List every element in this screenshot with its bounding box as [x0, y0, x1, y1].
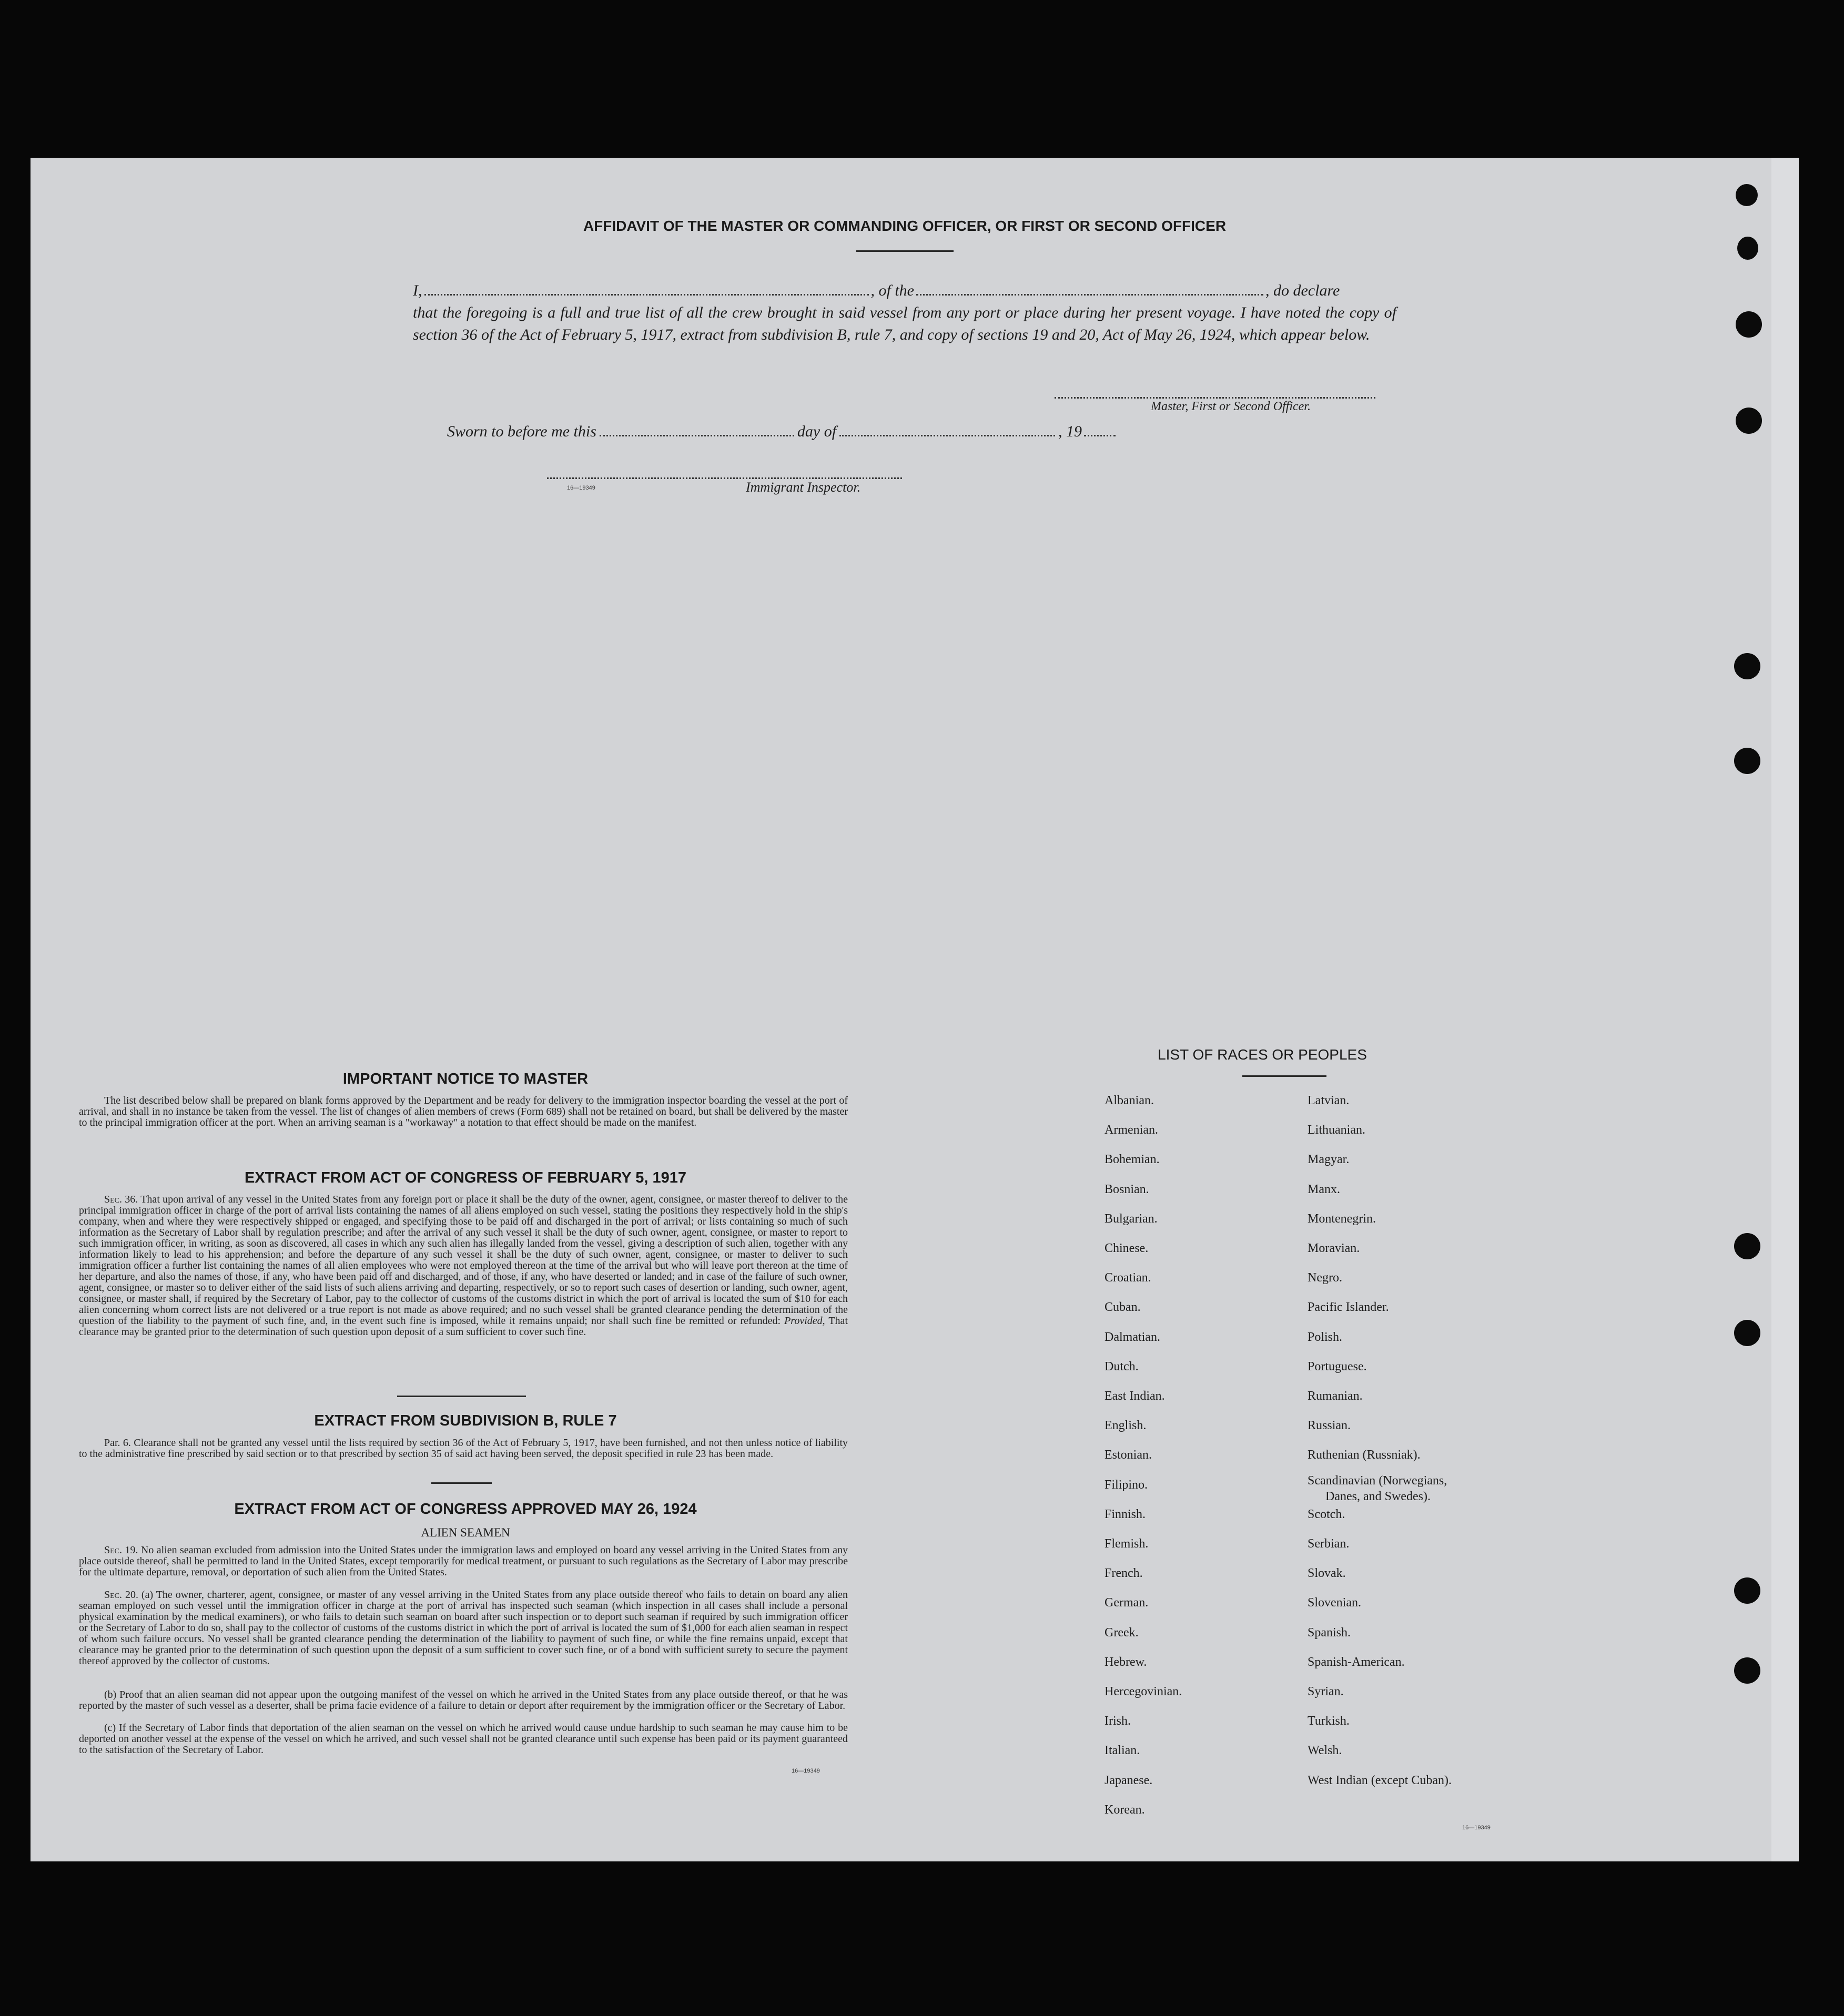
race-item: Bosnian.	[1105, 1182, 1149, 1196]
master-signature-line[interactable]	[1055, 397, 1375, 399]
race-item: Moravian.	[1308, 1241, 1360, 1255]
section-20a-text	[79, 1590, 848, 1667]
race-item: Polish.	[1308, 1330, 1343, 1344]
section-36-body: That upon arrival of any vessel in the United States from any foreign port or place it shall be the duty of the owner, agent, consignee, or master thereof to deliver to the principal immigration officer in charge of the port of arrival lists containing the names of all aliens employed on such vessel, stating the positions they respectively hold in the ship's company, when and where they were respectively shipped or engaged, and specifying those to be paid off and discharged in the port of arrival; or lists containing so much of such information as the Secretary of Labor shall by regulation prescribe; and after the arrival of any such vessel it shall be the duty of such owner, agent, consignee, or master to report to such immigration officer, in writing, as soon as discovered, all cases in which any such alien has illegally landed from the vessel, giving a description of such alien, together with any information likely to lead to his apprehension; and before the departure of any such vessel it shall be the duty of such owner, agent, consignee, or master to deliver to such immigration officer a further list containing the names of all alien employees who were not employed thereon at the time of the arrival but who will leave port thereon at the time of her departure, and also the names of those, if any, who have been paid off and discharged, and of those, if any, who have deserted or landed; and in case of the failure of such owner, agent, consignee, or master so to deliver either of the said lists of such aliens arriving and departing, respectively, or so to report such cases of desertion or landing, such owner, agent, consignee, or master shall, if required by the Secretary of Labor, pay to the collector of customs of the customs district in which the port of arrival is located the sum of $10 for each alien concerning whom correct lists are not delivered or a true report is not made as above required; and no such vessel shall be granted clearance pending the determination of the question of the liability to the payment of such fine, and, in the event such fine is imposed, while it remains unpaid; nor shall such fine be remitted or refunded:	[79, 1194, 848, 1327]
race-item: Russian.	[1308, 1419, 1351, 1433]
race-item: Slovak.	[1308, 1566, 1346, 1581]
section-rule	[431, 1482, 492, 1484]
race-item: Finnish.	[1105, 1507, 1146, 1521]
provided-term: Provided,	[784, 1315, 825, 1327]
race-item: Chinese.	[1105, 1241, 1149, 1255]
race-item: Dutch.	[1105, 1359, 1139, 1373]
races-title-rule	[1242, 1075, 1326, 1077]
race-item: Serbian.	[1308, 1537, 1350, 1551]
title-rule	[856, 250, 954, 252]
sworn-year-field[interactable]	[1084, 422, 1116, 436]
race-item: Hercegovinian.	[1105, 1685, 1182, 1698]
form-number: 16—19349	[1462, 1825, 1491, 1831]
affidavit-title: AFFIDAVIT OF THE MASTER OR COMMANDING OFFICER, OR FIRST OR SECOND OFFICER	[583, 218, 1227, 234]
inspector-label: Immigrant Inspector.	[746, 480, 861, 495]
vessel-label: , of the	[870, 282, 914, 299]
race-item: Scotch.	[1308, 1507, 1345, 1521]
page-edge	[1771, 158, 1799, 1861]
race-item: Portuguese.	[1308, 1359, 1367, 1373]
race-item: West Indian (except Cuban).	[1308, 1773, 1452, 1787]
binder-hole	[1737, 237, 1758, 260]
form-number: 16—19349	[792, 1768, 820, 1774]
binder-hole	[1734, 1233, 1760, 1259]
extract-1917-title: EXTRACT FROM ACT OF CONGRESS OF FEBRUARY 5, 1917	[244, 1169, 687, 1186]
race-item: Greek.	[1105, 1625, 1139, 1640]
race-item: Scandinavian (Norwegians,	[1308, 1473, 1447, 1488]
race-item: English.	[1105, 1419, 1147, 1433]
race-item: Spanish-American.	[1308, 1655, 1405, 1669]
form-number: 16—19349	[567, 485, 595, 491]
section-36-label: Sec. 36.	[104, 1194, 138, 1205]
binder-hole	[1734, 1577, 1760, 1604]
race-item: Irish.	[1105, 1714, 1131, 1728]
extract-1924-title: EXTRACT FROM ACT OF CONGRESS APPROVED MAY 26, 1924	[234, 1501, 697, 1518]
race-item: Estonian.	[1105, 1448, 1152, 1462]
race-item: Pacific Islander.	[1308, 1300, 1389, 1315]
race-item: Turkish.	[1308, 1714, 1350, 1728]
section-20b-text: (b) Proof that an alien seaman did not appear upon the outgoing manifest of the vessel on which he arrived in the United States from any place outside thereof, or that he was reported by the master of such vessel as a deserter, shall be prima facie evidence of a failure to detain or deport after requirement by the immigration officer or the Secretary of Labor.	[79, 1689, 848, 1712]
declare-label: , do declare	[1265, 282, 1340, 299]
race-item: Dalmatian.	[1105, 1330, 1160, 1344]
race-item: Croatian.	[1105, 1271, 1151, 1285]
race-item: Flemish.	[1105, 1537, 1149, 1551]
section-20a-body: (a) The owner, charterer, agent, consignee, or master of any vessel arriving in the United States from any place outside thereof who fails to detain on board any alien seaman employed on such vessel until the immigration officer in charge at the port of arrival has inspected such seaman (which inspection in all cases shall include a personal physical examination by the medical examiners), or who fails to detain such seaman on board after such inspection or to deport such seaman if required by such immigration officer or the Secretary of Labor to do so, shall pay to the collector of customs of the customs district in which the port of arrival is located the sum of $1,000 for each alien seaman in respect of whom such failure occurs. No vessel shall be granted clearance pending the determination of the liability to payment of such fine, or while the fine remains unpaid, except that clearance may be granted prior to the determination of such question upon the deposit of a sum sufficient to cover such fine, or of a bond with sufficient surety to secure the payment thereof approved by the collector of customs.	[79, 1589, 848, 1667]
binder-hole	[1736, 311, 1762, 338]
section-20-label: Sec. 20.	[104, 1589, 138, 1601]
race-item: Japanese.	[1105, 1773, 1153, 1787]
binder-hole	[1736, 408, 1762, 434]
section-20c-text: (c) If the Secretary of Labor finds that deportation of the alien seaman on the vessel on which he arrived would cause undue hardship to such seaman he may cause him to be deported on another vessel at the expense of the vessel on which he arrived, and such vessel shall not be granted clearance until such expense has been paid or its payment guaranteed to the satisfaction of the Secretary of Labor.	[79, 1722, 848, 1756]
race-item: Negro.	[1308, 1271, 1342, 1285]
sworn-label: Sworn to before me this	[447, 423, 596, 440]
race-item: Danes, and Swedes).	[1325, 1489, 1431, 1503]
rule7-text: Par. 6. Clearance shall not be granted any vessel until the lists required by section 36 of the Act of February 5, 1917, have been furnished, and not then unless notice of liability to the administrative fine prescribed by said section or to that prescribed by section 35 of said act having been served, the deposit specified in rule 23 has been made.	[79, 1437, 848, 1460]
race-item: Hebrew.	[1105, 1655, 1147, 1669]
declaration-text: that the foregoing is a full and true list of all the crew brought in said vessel from any port or place during her present voyage. I have noted the copy of section 36 of the Act of February 5, 1917, extract from subdivision B, rule 7, and copy of sections 19 and 20, Act of May 26, 1924, which appear below.	[413, 304, 1396, 343]
vessel-name-field[interactable]	[916, 281, 1263, 296]
race-item: Syrian.	[1308, 1685, 1344, 1698]
notice-title: IMPORTANT NOTICE TO MASTER	[342, 1071, 589, 1087]
binder-hole	[1734, 1320, 1760, 1346]
rule7-title: EXTRACT FROM SUBDIVISION B, RULE 7	[314, 1412, 617, 1429]
race-item: Armenian.	[1105, 1123, 1158, 1137]
race-item: Bulgarian.	[1105, 1211, 1158, 1226]
section-36-end: That clearance may be granted prior to the determination of such question upon deposit of a sum sufficient to cover such fine.	[79, 1315, 848, 1338]
binder-hole	[1734, 1657, 1760, 1684]
race-item: French.	[1105, 1566, 1143, 1581]
race-item: Bohemian.	[1105, 1153, 1160, 1167]
race-item: Spanish.	[1308, 1625, 1351, 1640]
race-item: Slovenian.	[1308, 1596, 1361, 1610]
race-item: Manx.	[1308, 1182, 1340, 1196]
race-item: Rumanian.	[1308, 1389, 1363, 1403]
race-item: Welsh.	[1308, 1744, 1342, 1758]
year-label: , 19	[1058, 423, 1082, 440]
race-item: Korean.	[1105, 1803, 1145, 1817]
section-19-body: No alien seaman excluded from admission into the United States under the immigration laws and employed on board any vessel arriving in the United States from any place outside thereof, shall be permitted to land in the United States, except temporarily for medical treatment, or pursuant to such regulations as the Secretary of Labor may prescribe for the ultimate departure, removal, or deportation of such alien from the United States.	[79, 1544, 848, 1578]
sworn-month-field[interactable]	[839, 422, 1055, 436]
binder-hole	[1734, 748, 1760, 774]
alien-seamen-subtitle: ALIEN SEAMEN	[421, 1526, 510, 1539]
race-item: Magyar.	[1308, 1153, 1350, 1167]
race-item: Albanian.	[1105, 1094, 1154, 1107]
section-19-label: Sec. 19.	[104, 1544, 138, 1556]
declarant-label: I,	[413, 282, 422, 299]
section-19-text	[79, 1545, 848, 1578]
affidavit-declaration	[413, 280, 1396, 346]
section-rule	[397, 1396, 526, 1397]
race-item: East Indian.	[1105, 1389, 1165, 1403]
race-item: Filipino.	[1105, 1478, 1148, 1492]
binder-hole	[1734, 653, 1760, 679]
race-item: German.	[1105, 1596, 1149, 1610]
binder-hole	[1736, 184, 1758, 206]
race-item: Latvian.	[1308, 1094, 1350, 1107]
race-item: Cuban.	[1105, 1300, 1141, 1315]
day-of-label: day of	[797, 423, 837, 440]
races-title: LIST OF RACES OR PEOPLES	[1158, 1046, 1367, 1063]
declarant-name-field[interactable]	[424, 281, 869, 296]
section-36-text	[79, 1194, 848, 1338]
sworn-line	[447, 421, 1183, 443]
race-item: Lithuanian.	[1308, 1123, 1365, 1137]
race-item: Montenegrin.	[1308, 1211, 1376, 1226]
notice-text: The list described below shall be prepared on blank forms approved by the Department and be ready for delivery to the immigration inspector boarding the vessel at the port of arrival, and shall in no instance be taken from the vessel. The list of changes of alien members of crews (Form 689) shall not be retained on board, but shall be delivered by the master to the principal immigration officer at the port. When an arriving seaman is a "workaway" a notation to that effect should be made on the manifest.	[79, 1095, 848, 1128]
inspector-signature-line[interactable]	[547, 477, 902, 479]
race-item: Ruthenian (Russniak).	[1308, 1448, 1421, 1462]
race-item: Italian.	[1105, 1744, 1140, 1758]
sworn-day-field[interactable]	[600, 422, 794, 436]
master-signature-label: Master, First or Second Officer.	[1151, 400, 1311, 413]
